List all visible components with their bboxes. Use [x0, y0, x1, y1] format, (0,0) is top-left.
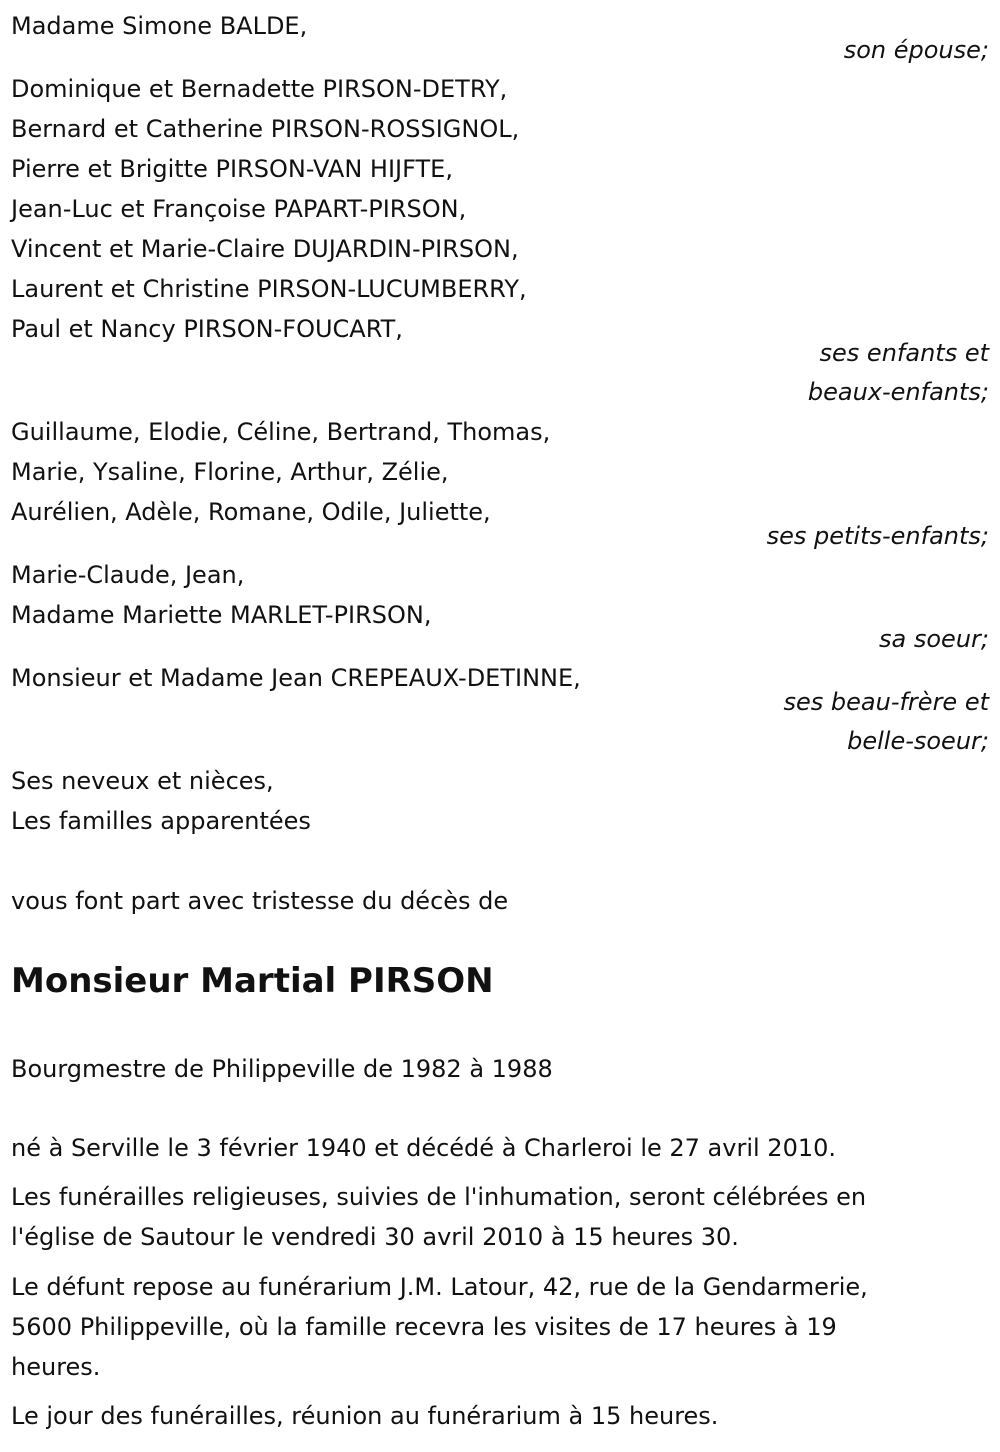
children-role-line: beaux-enfants;	[807, 378, 989, 406]
relatives-line: Ses neveux et nièces,	[11, 767, 274, 795]
deceased-name: Monsieur Martial PIRSON	[11, 961, 494, 1001]
deceased-title: Bourgmestre de Philippeville de 1982 à 1988	[11, 1055, 553, 1083]
in-laws-role-line: ses beau-frère et	[783, 688, 989, 716]
relatives-line: Les familles apparentées	[11, 807, 311, 835]
child-couple-line: Paul et Nancy PIRSON-FOUCART,	[11, 315, 403, 343]
in-laws-line: Monsieur et Madame Jean CREPEAUX-DETINNE,	[11, 664, 581, 692]
child-couple-line: Bernard et Catherine PIRSON-ROSSIGNOL,	[11, 115, 520, 143]
spouse-name: Madame Simone BALDE,	[11, 12, 308, 40]
grandchildren-line: Aurélien, Adèle, Romane, Odile, Juliette,	[11, 498, 491, 526]
child-couple-line: Jean-Luc et Françoise PAPART-PIRSON,	[11, 195, 467, 223]
sister-line: Madame Mariette MARLET-PIRSON,	[11, 601, 432, 629]
funeral-line: Les funérailles religieuses, suivies de l'inhumation, seront célébrées en	[11, 1183, 867, 1211]
grandchildren-role: ses petits-enfants;	[766, 522, 989, 550]
grandchildren-line: Guillaume, Elodie, Céline, Bertrand, Thomas,	[11, 418, 551, 446]
birth-death-text: né à Serville le 3 février 1940 et décédé à Charleroi le 27 avril 2010.	[11, 1134, 836, 1162]
child-couple-line: Dominique et Bernadette PIRSON-DETRY,	[11, 75, 508, 103]
child-couple-line: Pierre et Brigitte PIRSON-VAN HIJFTE,	[11, 155, 453, 183]
visitation-line: heures.	[11, 1353, 101, 1381]
visitation-line: Le défunt repose au funérarium J.M. Latour, 42, rue de la Gendarmerie,	[11, 1273, 868, 1301]
child-couple-line: Laurent et Christine PIRSON-LUCUMBERRY,	[11, 275, 527, 303]
child-couple-line: Vincent et Marie-Claire DUJARDIN-PIRSON,	[11, 235, 519, 263]
sister-role: sa soeur;	[879, 625, 989, 653]
sister-line: Marie-Claude, Jean,	[11, 561, 245, 589]
meeting-line: Le jour des funérailles, réunion au funérarium à 15 heures.	[11, 1402, 719, 1430]
visitation-line: 5600 Philippeville, où la famille recevra les visites de 17 heures à 19	[11, 1313, 837, 1341]
in-laws-role-line: belle-soeur;	[847, 727, 989, 755]
announcement-text: vous font part avec tristesse du décès de	[11, 887, 509, 915]
funeral-line: l'église de Sautour le vendredi 30 avril 2010 à 15 heures 30.	[11, 1223, 739, 1251]
grandchildren-line: Marie, Ysaline, Florine, Arthur, Zélie,	[11, 458, 449, 486]
children-role-line: ses enfants et	[819, 339, 989, 367]
spouse-role: son épouse;	[843, 36, 989, 64]
